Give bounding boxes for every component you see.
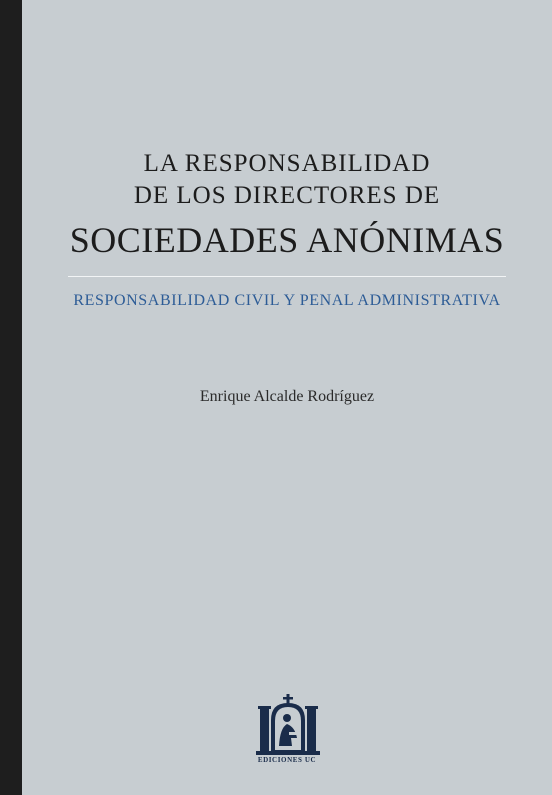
title-line-2: DE LOS DIRECTORES DE (133, 182, 441, 209)
subtitle: RESPONSABILIDAD CIVIL Y PENAL ADMINISTRATIVA (73, 292, 501, 309)
author-name: Enrique Alcalde Rodríguez (199, 388, 375, 405)
book-cover (22, 0, 552, 795)
book-spine (0, 0, 22, 795)
title-line-1: LA RESPONSABILIDAD (143, 150, 431, 177)
publisher-name: EDICIONES UC (257, 756, 317, 764)
title-line-3: SOCIEDADES ANÓNIMAS (69, 220, 505, 260)
university-crest-icon (250, 694, 326, 756)
title-divider (68, 276, 506, 277)
